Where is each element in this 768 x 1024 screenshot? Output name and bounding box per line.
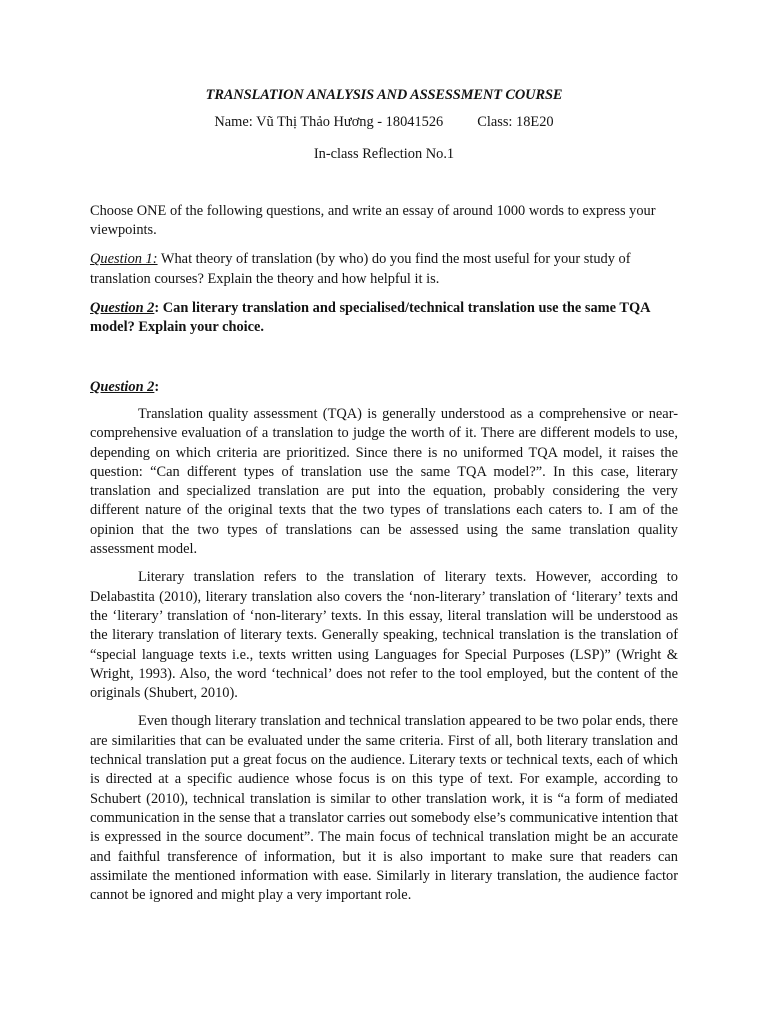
question-2 xyxy=(90,299,678,338)
essay-heading-colon: : xyxy=(154,378,160,395)
essay-paragraph: Even though literary translation and technical translation appeared to be two polar ends, there are similarities that can be evaluated under the same criteria. First of all, both literary translation and technical translation put a great focus on the audience. Literary texts or technical texts, each of which is directed at a specific audience whose focus is on this type of text. For example, according to Schubert (2010), technical translation is similar to other translation work, it is “a form of mediated communication in the sense that a translator carries out somebody else’s communicative intention that is expressed in the source document”. The main focus of technical translation might be an accurate and faithful transference of information, but it is also important to make sure that readers can assimilate the mentioned information with ease. Similarly in literary translation, the audience factor cannot be ignored and might play a very important role. xyxy=(90,713,678,904)
essay-heading-label: Question 2 xyxy=(90,378,155,395)
student-info-line xyxy=(90,113,678,132)
question-2-text: : Can literary translation and specialised/technical translation use the same TQA model? Explain your choice. xyxy=(90,300,650,336)
document-page xyxy=(90,86,678,914)
question-1-text: What theory of translation (by who) do you find the most useful for your study of translation courses? Explain the theory and how helpful it is. xyxy=(90,251,631,287)
essay-heading xyxy=(90,378,678,397)
document-subtitle: In-class Reflection No.1 xyxy=(313,145,455,162)
student-class: Class: 18E20 xyxy=(477,114,554,131)
essay-paragraph: Translation quality assessment (TQA) is generally understood as a comprehensive or near-comprehensive evaluation of a translation to judge the worth of it. There are different models to use, depending on which criteria are prioritized. Since there is no uniformed TQA model, it raises the question: “Can different types of translation use the same TQA model?”. In this case, literary translation and specialized translation are put into the equation, probably considering the very different nature of the original texts that the two types of translations each caters to. I am of the opinion that the two types of translations can be assessed using the same translation quality assessment model. xyxy=(90,405,678,558)
instructions-intro: Choose ONE of the following questions, and write an essay of around 1000 words to express your viewpoints. xyxy=(90,202,656,239)
document-title: TRANSLATION ANALYSIS AND ASSESSMENT COURSE xyxy=(205,87,563,103)
question-1-label: Question 1: xyxy=(90,251,158,268)
essay-paragraph: Literary translation refers to the translation of literary texts. However, according to Delabastita (2010), literary translation also covers the ‘non-literary’ translation of ‘literary’ texts and the ‘literary’ translation of ‘non-literary’ texts. In this essay, literal translation will be understood as the literary translation of literary texts. Generally speaking, technical translation is the translation of “special language texts i.e., texts written using Languages for Special Purposes (LSP)” (Wright & Wright, 1993). Also, the word ‘technical’ does not refer to the tool employed, but the content of the originals (Shubert, 2010). xyxy=(90,569,678,702)
question-1 xyxy=(90,250,678,289)
student-name: Name: Vũ Thị Thảo Hương - 18041526 xyxy=(214,114,444,131)
question-2-label: Question 2 xyxy=(90,300,155,317)
